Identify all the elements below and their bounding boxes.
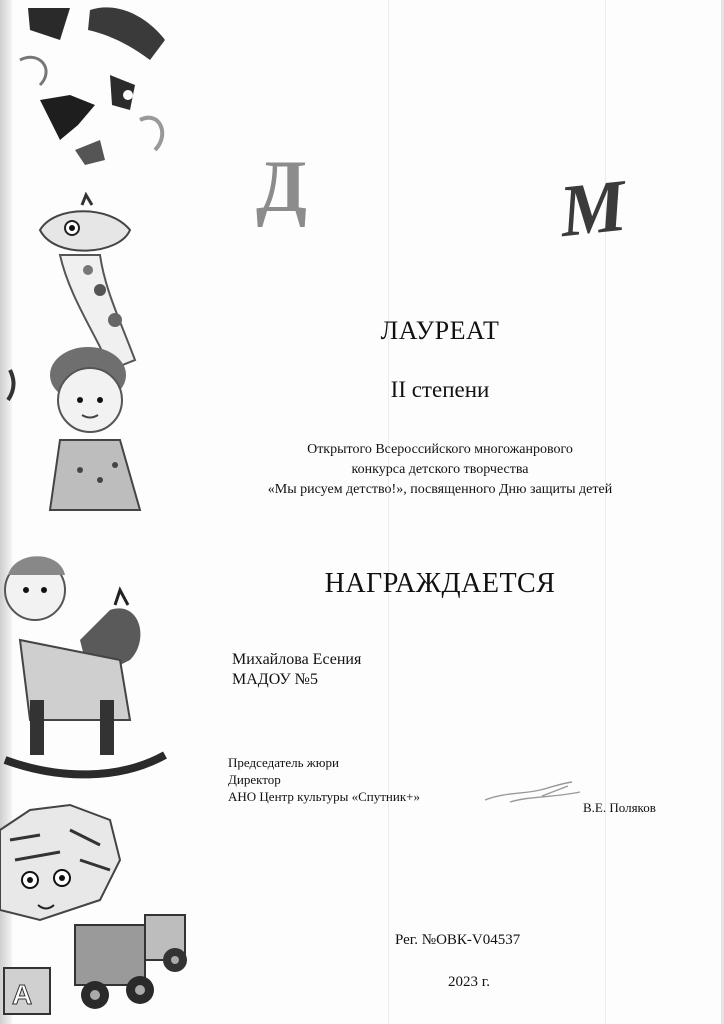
child-rocking-horse-illustration [5,556,165,774]
bird-illustration [20,7,165,165]
recipient-organization: МАДОУ №5 [232,671,318,688]
header-letter-right: М [555,164,630,254]
letter-block-icon [4,968,50,1014]
registration-number: Рег. №ОВК-V04537 [395,932,521,948]
handwritten-signature [480,778,590,808]
signatory-name: В.Е. Поляков [583,800,656,815]
award-degree: II степени [390,377,490,402]
scan-streak [388,0,389,1024]
giraffe-illustration [40,195,135,370]
header-letter-left: Д [256,146,307,228]
signatory-block [228,754,420,805]
signatory-line: Директор [228,772,281,787]
awarded-heading: НАГРАЖДАЕТСЯ [324,568,556,599]
signatory-line: АНО Центр культуры «Спутник+» [228,789,420,804]
scan-streak [605,0,606,1024]
contest-line: конкурса детского творчества [351,462,529,477]
cat-illustration [0,805,120,920]
issue-year: 2023 г. [448,974,490,990]
recipient-block [232,650,361,690]
contest-line: «Мы рисуем детство!», посвященного Дню защиты детей [267,482,613,497]
signatory-line: Председатель жюри [228,755,339,770]
girl-illustration [8,347,140,510]
award-title: ЛАУРЕАТ [380,316,500,345]
recipient-name: Михайлова Есения [232,651,362,668]
toy-truck-illustration [75,915,187,1009]
illustration-strip [0,0,205,1024]
contest-line: Открытого Всероссийского многожанрового [307,442,573,457]
block-letter: А [12,979,33,1010]
contest-description [200,440,680,500]
